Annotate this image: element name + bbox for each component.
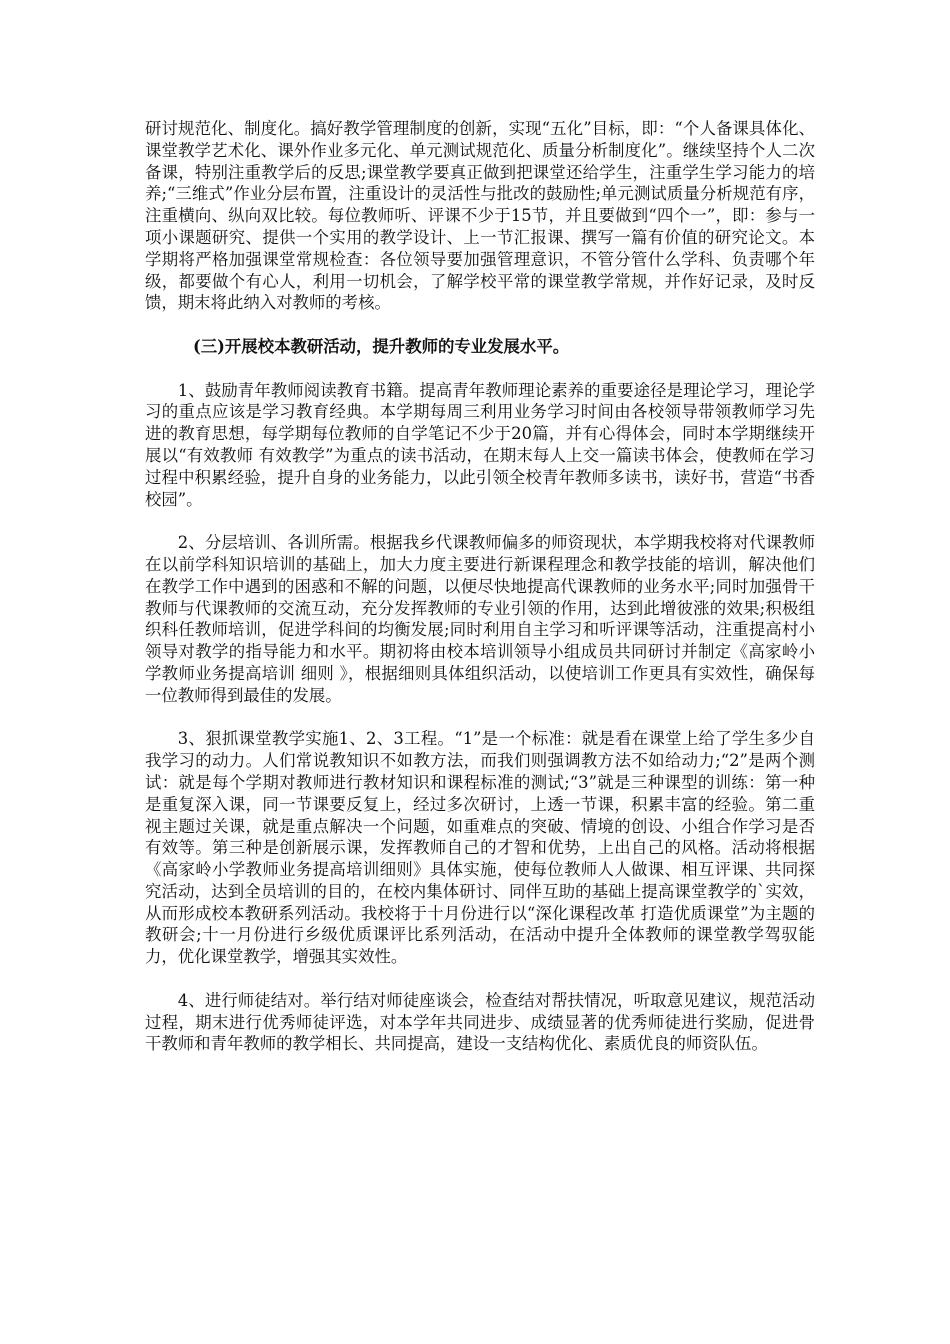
- paragraph-item-4: 4、进行师徒结对。举行结对师徒座谈会，检查结对帮扶情况，听取意见建议，规范活动过程，期末进行优秀师徒评选，对本学年共同进步、成绩显著的优秀师徒进行奖励，促进骨干教师和青年教师的教学相长、共同提高，建设一支结构优化、素质优良的师资队伍。: [145, 990, 815, 1054]
- paragraph-continuation: 研讨规范化、制度化。搞好教学管理制度的创新，实现“五化”目标，即：“个人备课具体化、课堂教学艺术化、课外作业多元化、单元测试规范化、质量分析制度化”。继续坚持个人二次备课，特别注重教学后的反思;课堂教学要真正做到把课堂还给学生，注重学生学习能力的培养;“三维式”作业分层布置，注重设计的灵活性与批改的鼓励性;单元测试质量分析规范有序，注重横向、纵向双比较。每位教师听、评课不少于15节，并且要做到“四个一”，即：参与一项小课题研究、提供一个实用的教学设计、上一节汇报课、撰写一篇有价值的研究论文。本学期将严格加强课堂常规检查：各位领导要加强管理意识，不管分管什么学科、负责哪个年级，都要做个有心人，利用一切机会，了解学校平常的课堂教学常规，并作好记录，及时反馈，期末将此纳入对教师的考核。: [145, 119, 815, 313]
- section-heading: (三)开展校本教研活动，提升教师的专业发展水平。: [193, 336, 570, 356]
- paragraph-item-2: 2、分层培训、各训所需。根据我乡代课教师偏多的师资现状，本学期我校将对代课教师在以前学科知识培训的基础上，加大力度主要进行新课程理念和教学技能的培训，解决他们在教学工作中遇到的困惑和不解的问题，以便尽快地提高代课教师的业务水平;同时加强骨干教师与代课教师的交流互动，充分发挥教师的专业引领的作用，达到此增彼涨的效果;积极组织科任教师培训，促进学科间的均衡发展;同时利用自主学习和听评课等活动，注重提高村小领导对教学的指导能力和水平。期初将由校本培训领导小组成员共同研讨并制定《高家岭小学教师业务提高培训 细则 》，根据细则具体组织活动，以使培训工作更具有实效性，确保每一位教师得到最佳的发展。: [145, 533, 815, 705]
- paragraph-item-3: 3、狠抓课堂教学实施1、2、3工程。“1”是一个标准：就是看在课堂上给了学生多少自我学习的动力。人们常说教知识不如教方法，而我们则强调教方法不如给动力;“2”是两个测试：就是每个学期对教师进行教材知识和课程标准的测试;“3”就是三种课型的训练：第一种是重复深入课，同一节课要反复上，经过多次研讨，上透一节课，积累丰富的经验。第二重视主题过关课，就是重点解决一个问题，如重难点的突破、情境的创设、小组合作学习是否有效等。第三种是创新展示课，发挥教师自己的才智和优势，上出自己的风格。活动将根据《高家岭小学教师业务提高培训细则》具体实施，使每位教师人人做课、相互评课、共同探究活动，达到全员培训的目的，在校内集体研讨、同伴互助的基础上提高课堂教学的`实效，从而形成校本教研系列活动。我校将于十月份进行以“深化课程改革 打造优质课堂”为主题的教研会;十一月份进行乡级优质课评比系列活动，在活动中提升全体教师的课堂教学驾驭能力，优化课堂教学，增强其实效性。: [145, 729, 815, 967]
- paragraph-item-1: 1、鼓励青年教师阅读教育书籍。提高青年教师理论素养的重要途径是理论学习，理论学习的重点应该是学习教育经典。本学期每周三利用业务学习时间由各校领导带领教师学习先进的教育思想，每学期每位教师的自学笔记不少于20篇，并有心得体会，同时本学期继续开展以“有效教师 有效教学”为重点的读书活动，在期末每人上交一篇读书体会，使教师在学习过程中积累经验，提升自身的业务能力，以此引领全校青年教师多读书，读好书，营造“书香校园”。: [145, 380, 815, 509]
- document-page: [145, 118, 815, 1077]
